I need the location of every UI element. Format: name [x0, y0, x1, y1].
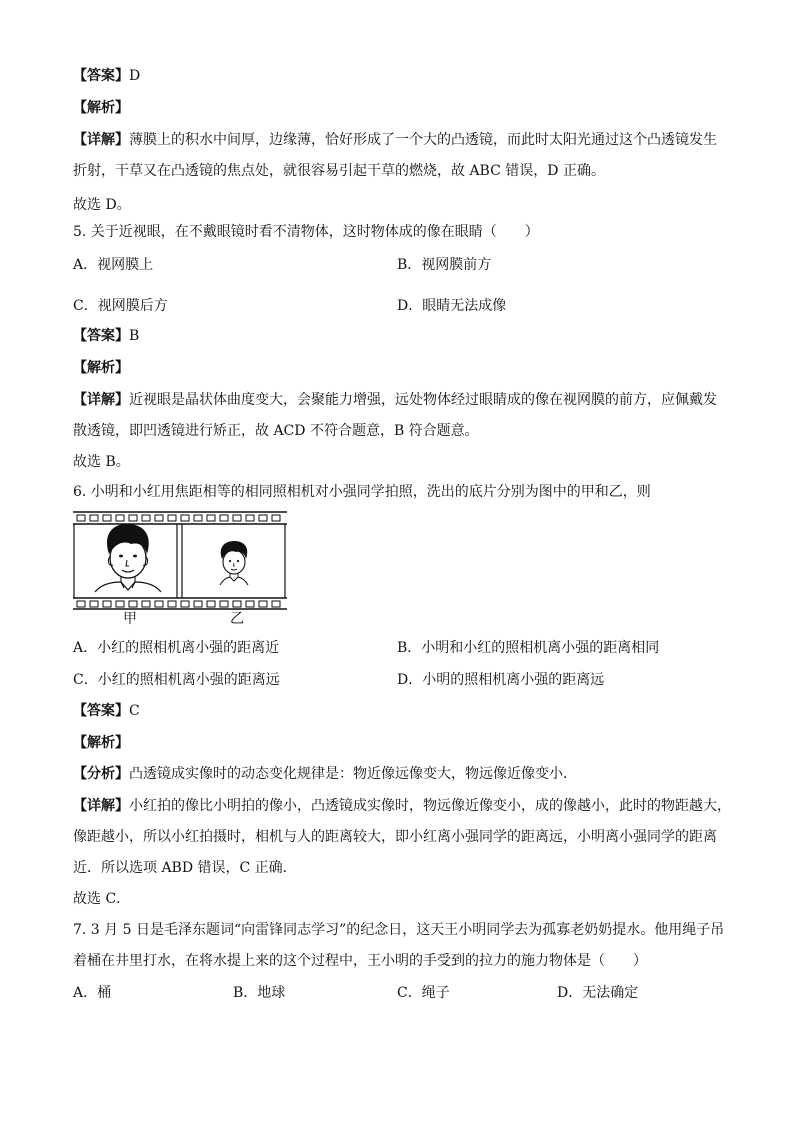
q7-option-d: D．无法确定 [557, 985, 639, 1001]
q4-answer [73, 66, 140, 86]
answer-tag: 【答案】 [73, 68, 129, 84]
film-strip-figure [73, 510, 287, 627]
q5-detail-line1 [73, 390, 717, 410]
q5-answer [73, 326, 139, 346]
q6-detail-line3: 近．所以选项 ABD 错误，C 正确． [73, 860, 297, 876]
answer-value: C [129, 703, 140, 719]
answer-tag: 【答案】 [73, 328, 129, 344]
figure-label-jia: 甲 [123, 611, 137, 627]
q6-option-d: D．小明的照相机离小强的距离远 [397, 672, 605, 688]
q5-option-a: A．视网膜上 [73, 257, 154, 273]
q6-analysis-tag: 【解析】 [73, 735, 129, 751]
q5-conclusion: 故选 B。 [73, 454, 130, 470]
q5-detail-line2: 散透镜，即凹透镜进行矫正，故 ACD 不符合题意，B 符合题意。 [73, 423, 479, 439]
fenxi-tag: 【分析】 [73, 766, 129, 782]
q5-option-b: B．视网膜前方 [397, 257, 492, 273]
detail-tag: 【详解】 [73, 798, 129, 814]
q7-option-b: B．地球 [233, 985, 286, 1001]
q6-detail-line1 [73, 796, 731, 816]
q6-fenxi [73, 764, 577, 784]
q7-option-a: A．桶 [73, 985, 112, 1001]
q6-option-c: C．小红的照相机离小强的距离远 [73, 672, 280, 688]
detail-text: 小红拍的像比小明拍的像小，凸透镜成实像时，物远像近像变小，成的像越小，此时的物距越大， [129, 798, 731, 814]
q6-option-a: A．小红的照相机离小强的距离近 [73, 640, 280, 656]
q6-detail-line2: 像距越小，所以小红拍摄时，相机与人的距离较大，即小红离小强同学的距离远，小明离小强同学的距离 [73, 829, 717, 845]
answer-tag: 【答案】 [73, 703, 129, 719]
detail-tag: 【详解】 [73, 392, 129, 408]
q5-option-c: C．视网膜后方 [73, 298, 168, 314]
film-negative-illustration [73, 510, 287, 610]
q6-option-b: B．小明和小红的照相机离小强的距离相同 [397, 640, 660, 656]
detail-text: 近视眼是晶状体曲度变大，会聚能力增强，远处物体经过眼睛成的像在视网膜的前方，应佩戴发 [129, 392, 717, 408]
q6-answer [73, 701, 140, 721]
q5-option-d: D．眼睛无法成像 [397, 298, 507, 314]
q5-analysis-tag: 【解析】 [73, 360, 129, 376]
answer-value: B [129, 328, 140, 344]
q4-detail-line1 [73, 130, 717, 150]
detail-tag: 【详解】 [73, 132, 129, 148]
answer-value: D [129, 68, 141, 84]
q4-analysis-tag: 【解析】 [73, 100, 129, 116]
q7-stem-line2: 着桶在井里打水，在将水提上来的这个过程中，王小明的手受到的拉力的施力物体是（ ） [73, 953, 647, 969]
fenxi-text: 凸透镜成实像时的动态变化规律是：物近像远像变大，物远像近像变小． [129, 766, 577, 782]
q6-stem: 6. 小明和小红用焦距相等的相同照相机对小强同学拍照，洗出的底片分别为图中的甲和乙，则 [73, 484, 651, 500]
q6-conclusion: 故选 C． [73, 891, 131, 907]
q5-stem: 5. 关于近视眼，在不戴眼镜时看不清物体，这时物体成的像在眼睛（ ） [73, 224, 539, 240]
q7-option-c: C．绳子 [397, 985, 450, 1001]
q4-conclusion: 故选 D。 [73, 197, 131, 213]
q7-stem-line1: 7. 3 月 5 日是毛泽东题词“向雷锋同志学习”的纪念日，这天王小明同学去为孤寡老奶奶提水。他用绳子吊 [73, 922, 725, 938]
q4-detail-line2: 折射，干草又在凸透镜的焦点处，就很容易引起干草的燃烧，故 ABC 错误，D 正确。 [73, 163, 605, 179]
figure-label-yi: 乙 [230, 611, 244, 627]
detail-text: 薄膜上的积水中间厚，边缘薄，恰好形成了一个大的凸透镜，而此时太阳光通过这个凸透镜发生 [129, 132, 717, 148]
